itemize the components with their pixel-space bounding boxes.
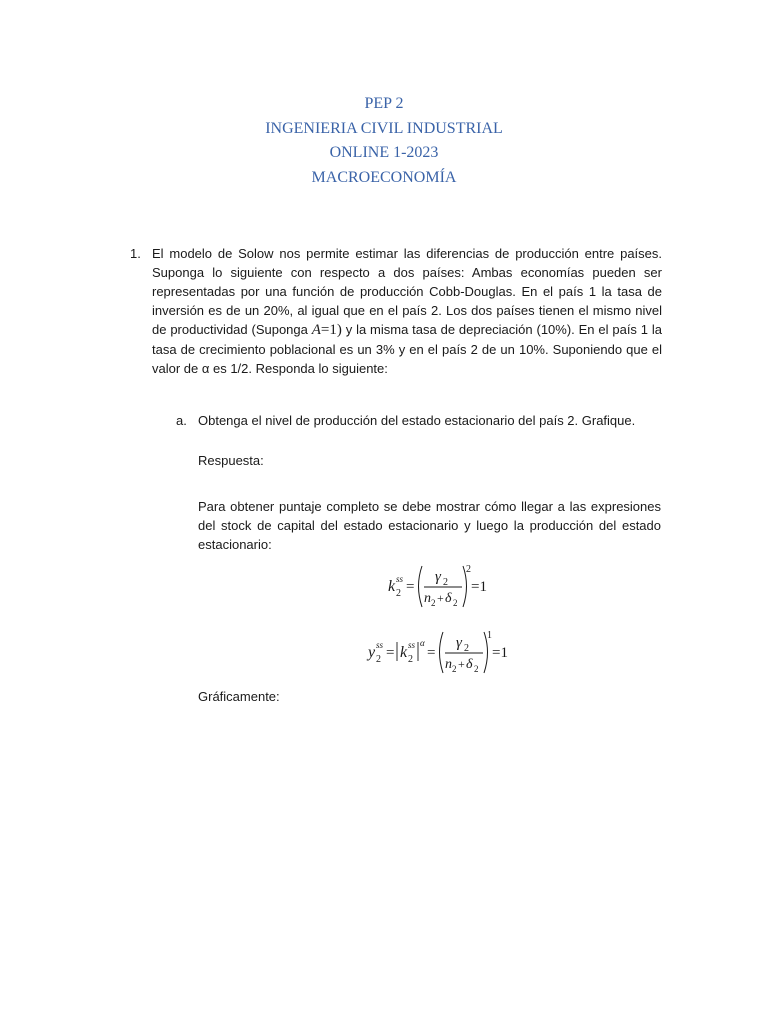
response-label: Respuesta: bbox=[198, 453, 264, 468]
eq2-equals-2: = bbox=[427, 645, 436, 661]
subquestion-a-label: a. bbox=[176, 413, 187, 428]
question-1-text-part1: El modelo de Solow nos permite estimar las diferencias de producción entre países. Suponga lo siguiente con respecto a dos países: Ambas economías pueden ser representadas por una función de producción Cobb-Douglas. En el país 1 la tasa de inversión es de un 20%, al igual que en el país 2. Los dos países tienen el mismo nivel de productividad (Suponga bbox=[152, 246, 662, 337]
eq1-power: 2 bbox=[466, 564, 471, 575]
eq1-lhs-var: k bbox=[388, 578, 396, 595]
eq2-result: =1 bbox=[492, 645, 508, 661]
eq2-numerator: γ bbox=[456, 635, 462, 651]
eq1-left-paren bbox=[419, 566, 423, 607]
eq1-den-plus: + bbox=[437, 591, 444, 605]
eq1-lhs-sup: ss bbox=[396, 574, 404, 584]
eq2-mid-sup: ss bbox=[408, 640, 416, 650]
eq1-equals: = bbox=[406, 579, 415, 595]
subquestion-a-text: Obtenga el nivel de producción del estado estacionario del país 2. Grafique. bbox=[198, 413, 636, 428]
eq2-lhs-sub: 2 bbox=[376, 654, 381, 665]
math-A-variable: A bbox=[311, 322, 321, 338]
math-A-value: =1) bbox=[320, 322, 342, 338]
document-header bbox=[0, 92, 768, 190]
eq2-den-delta-sub: 2 bbox=[474, 664, 479, 674]
eq2-equals: = bbox=[386, 645, 395, 661]
eq2-mid-sub: 2 bbox=[408, 654, 413, 665]
graph-label: Gráficamente: bbox=[198, 689, 280, 704]
header-term: ONLINE 1-2023 bbox=[329, 144, 439, 161]
header-course: MACROECONOMÍA bbox=[311, 168, 457, 186]
question-1 bbox=[130, 244, 662, 378]
eq1-den-n: n bbox=[424, 591, 431, 606]
header-exam-name: PEP 2 bbox=[364, 95, 404, 112]
eq1-numerator: γ bbox=[435, 569, 441, 585]
eq1-numerator-sub: 2 bbox=[443, 577, 448, 588]
question-1-text-part2: y la misma tasa de depreciación (10%). En el país 1 la tasa de crecimiento poblacional es un 3% y en el país 2 de un 10%. Suponiendo que el valor de α es 1/2. Responda lo siguiente: bbox=[152, 322, 662, 376]
eq2-den-plus: + bbox=[458, 657, 465, 671]
eq2-mid-power: α bbox=[420, 638, 425, 648]
eq2-den-delta: δ bbox=[466, 657, 473, 672]
eq1-lhs-sub: 2 bbox=[396, 588, 401, 599]
question-1-number: 1. bbox=[130, 246, 141, 261]
eq2-left-paren bbox=[440, 632, 444, 673]
equation-steady-state-output bbox=[366, 626, 516, 678]
eq1-den-n-sub: 2 bbox=[431, 598, 436, 608]
equation-steady-state-capital bbox=[386, 560, 496, 612]
response-paragraph: Para obtener puntaje completo se debe mostrar cómo llegar a las expresiones del stock de capital del estado estacionario y luego la producción del estado estacionario: bbox=[198, 499, 661, 552]
eq1-den-delta: δ bbox=[445, 591, 452, 606]
eq2-numerator-sub: 2 bbox=[464, 643, 469, 654]
eq2-lhs-sup: ss bbox=[376, 640, 384, 650]
eq2-den-n-sub: 2 bbox=[452, 664, 457, 674]
eq2-power: 1 bbox=[487, 630, 492, 641]
eq2-den-n: n bbox=[445, 657, 452, 672]
eq2-lhs-var: y bbox=[368, 644, 376, 661]
eq1-result: =1 bbox=[471, 579, 487, 595]
question-1-text bbox=[152, 244, 662, 378]
eq1-den-delta-sub: 2 bbox=[453, 598, 458, 608]
eq2-mid-var: k bbox=[400, 644, 408, 661]
header-program: INGENIERIA CIVIL INDUSTRIAL bbox=[265, 119, 503, 137]
